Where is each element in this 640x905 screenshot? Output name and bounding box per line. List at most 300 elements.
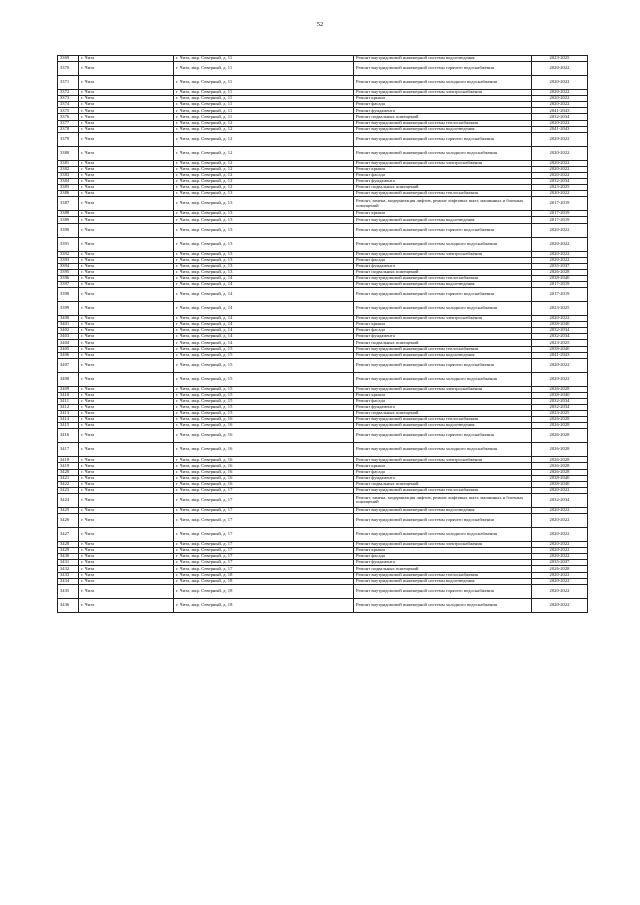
- work-type-cell: Ремонт фундамента: [354, 334, 532, 340]
- period-cell: 2020-2022: [532, 62, 588, 76]
- work-type-cell: Ремонт подвальных помещений: [354, 185, 532, 191]
- row-number-cell: 3376: [58, 114, 79, 120]
- address-cell: г. Чита, мкр. Северный, д. 15: [174, 392, 354, 398]
- period-cell: 2026-2028: [532, 423, 588, 429]
- work-type-cell: Ремонт внутридомовой инженерной системы электроснабжения: [354, 251, 532, 257]
- work-type-cell: Ремонт внутридомовой инженерной системы теплоснабжения: [354, 417, 532, 423]
- address-cell: г. Чита, мкр. Северный, д. 13: [174, 197, 354, 211]
- municipality-cell: г. Чита: [79, 578, 174, 584]
- period-cell: 2020-2022: [532, 358, 588, 372]
- row-number-cell: 3412: [58, 405, 79, 411]
- municipality-cell: г. Чита: [79, 132, 174, 146]
- period-cell: 2041-2043: [532, 126, 588, 132]
- work-type-cell: Ремонт фундамента: [354, 108, 532, 114]
- period-cell: 2020-2022: [532, 166, 588, 172]
- row-number-cell: 3370: [58, 62, 79, 76]
- address-cell: г. Чита, мкр. Северный, д. 13: [174, 237, 354, 251]
- work-type-cell: Ремонт внутридомовой инженерной системы холодного водоснабжения: [354, 302, 532, 316]
- period-cell: 2020-2022: [532, 132, 588, 146]
- table-row: [58, 302, 588, 316]
- work-type-cell: Ремонт внутридомовой инженерной системы горячего водоснабжения: [354, 358, 532, 372]
- address-cell: г. Чита, мкр. Северный, д. 16: [174, 481, 354, 487]
- table-row: [58, 223, 588, 237]
- work-type-cell: Ремонт внутридомовой инженерной системы холодного водоснабжения: [354, 146, 532, 160]
- municipality-cell: г. Чита: [79, 251, 174, 257]
- municipality-cell: г. Чита: [79, 554, 174, 560]
- municipality-cell: г. Чита: [79, 493, 174, 507]
- row-number-cell: 3400: [58, 316, 79, 322]
- work-type-cell: Ремонт внутридомовой инженерной системы электроснабжения: [354, 90, 532, 96]
- period-cell: 2020-2022: [532, 237, 588, 251]
- period-cell: 2020-2022: [532, 554, 588, 560]
- row-number-cell: 3436: [58, 598, 79, 612]
- period-cell: 2020-2022: [532, 160, 588, 166]
- address-cell: г. Чита, мкр. Северный, д. 13: [174, 251, 354, 257]
- row-number-cell: 3428: [58, 542, 79, 548]
- period-cell: 2020-2022: [532, 76, 588, 90]
- table-row: [58, 493, 588, 507]
- municipality-cell: г. Чита: [79, 76, 174, 90]
- period-cell: 2032-2034: [532, 328, 588, 334]
- row-number-cell: 3399: [58, 302, 79, 316]
- period-cell: 2032-2034: [532, 179, 588, 185]
- municipality-cell: г. Чита: [79, 160, 174, 166]
- municipality-cell: г. Чита: [79, 191, 174, 197]
- work-type-cell: Ремонт внутридомовой инженерной системы холодного водоснабжения: [354, 76, 532, 90]
- period-cell: 2041-2043: [532, 352, 588, 358]
- municipality-cell: г. Чита: [79, 126, 174, 132]
- work-type-cell: Ремонт внутридомовой инженерной системы холодного водоснабжения: [354, 598, 532, 612]
- work-type-cell: Ремонт фундамента: [354, 475, 532, 481]
- municipality-cell: г. Чита: [79, 411, 174, 417]
- address-cell: г. Чита, мкр. Северный, д. 12: [174, 120, 354, 126]
- address-cell: г. Чита, мкр. Северный, д. 11: [174, 96, 354, 102]
- row-number-cell: 3401: [58, 322, 79, 328]
- row-number-cell: 3395: [58, 269, 79, 275]
- work-type-cell: Ремонт внутридомовой инженерной системы холодного водоснабжения: [354, 443, 532, 457]
- address-cell: г. Чита, мкр. Северный, д. 14: [174, 302, 354, 316]
- work-type-cell: Ремонт внутридомовой инженерной системы горячего водоснабжения: [354, 584, 532, 598]
- period-cell: 2023-2025: [532, 302, 588, 316]
- row-number-cell: 3435: [58, 584, 79, 598]
- municipality-cell: г. Чита: [79, 217, 174, 223]
- period-cell: 2038-2040: [532, 275, 588, 281]
- row-number-cell: 3417: [58, 443, 79, 457]
- address-cell: г. Чита, мкр. Северный, д. 12: [174, 126, 354, 132]
- work-type-cell: Ремонт внутридомовой инженерной системы горячего водоснабжения: [354, 429, 532, 443]
- work-type-cell: Ремонт крыши: [354, 392, 532, 398]
- address-cell: г. Чита, мкр. Северный, д. 14: [174, 275, 354, 281]
- work-type-cell: Ремонт крыши: [354, 548, 532, 554]
- row-number-cell: 3419: [58, 463, 79, 469]
- address-cell: г. Чита, мкр. Северный, д. 15: [174, 352, 354, 358]
- table-row: [58, 197, 588, 211]
- municipality-cell: г. Чита: [79, 417, 174, 423]
- row-number-cell: 3383: [58, 172, 79, 178]
- work-type-cell: Ремонт внутридомовой инженерной системы горячего водоснабжения: [354, 62, 532, 76]
- row-number-cell: 3418: [58, 457, 79, 463]
- period-cell: 2032-2034: [532, 334, 588, 340]
- period-cell: 2020-2022: [532, 172, 588, 178]
- address-cell: г. Чита, мкр. Северный, д. 17: [174, 542, 354, 548]
- period-cell: 2038-2040: [532, 481, 588, 487]
- period-cell: 2020-2022: [532, 223, 588, 237]
- work-type-cell: Ремонт внутридомовой инженерной системы горячего водоснабжения: [354, 514, 532, 528]
- municipality-cell: г. Чита: [79, 120, 174, 126]
- municipality-cell: г. Чита: [79, 237, 174, 251]
- period-cell: 2020-2022: [532, 542, 588, 548]
- row-number-cell: 3431: [58, 560, 79, 566]
- work-type-cell: Ремонт внутридомовой инженерной системы теплоснабжения: [354, 346, 532, 352]
- work-type-cell: Ремонт внутридомовой инженерной системы водоотведения: [354, 352, 532, 358]
- address-cell: г. Чита, мкр. Северный, д. 15: [174, 358, 354, 372]
- row-number-cell: 3422: [58, 481, 79, 487]
- row-number-cell: 3423: [58, 487, 79, 493]
- table-row: [58, 358, 588, 372]
- municipality-cell: г. Чита: [79, 443, 174, 457]
- municipality-cell: г. Чита: [79, 263, 174, 269]
- row-number-cell: 3396: [58, 275, 79, 281]
- work-type-cell: Ремонт внутридомовой инженерной системы электроснабжения: [354, 542, 532, 548]
- row-number-cell: 3430: [58, 554, 79, 560]
- table-row: [58, 443, 588, 457]
- row-number-cell: 3406: [58, 352, 79, 358]
- municipality-cell: г. Чита: [79, 96, 174, 102]
- municipality-cell: г. Чита: [79, 463, 174, 469]
- address-cell: г. Чита, мкр. Северный, д. 12: [174, 160, 354, 166]
- municipality-cell: г. Чита: [79, 56, 174, 62]
- period-cell: 2035-2037: [532, 560, 588, 566]
- row-number-cell: 3386: [58, 191, 79, 197]
- address-cell: г. Чита, мкр. Северный, д. 13: [174, 191, 354, 197]
- municipality-cell: г. Чита: [79, 405, 174, 411]
- table-row: [58, 372, 588, 386]
- table-row: [58, 146, 588, 160]
- period-cell: 2020-2022: [532, 487, 588, 493]
- period-cell: 2020-2022: [532, 120, 588, 126]
- work-type-cell: Ремонт, замена, модернизация лифтов, ремонт лифтовых шахт, машинных и блочных помещений: [354, 493, 532, 507]
- address-cell: г. Чита, мкр. Северный, д. 14: [174, 316, 354, 322]
- municipality-cell: г. Чита: [79, 223, 174, 237]
- work-type-cell: Ремонт крыши: [354, 463, 532, 469]
- row-number-cell: 3382: [58, 166, 79, 172]
- table-row: [58, 598, 588, 612]
- period-cell: 2038-2040: [532, 392, 588, 398]
- row-number-cell: 3381: [58, 160, 79, 166]
- address-cell: г. Чита, мкр. Северный, д. 14: [174, 334, 354, 340]
- work-type-cell: Ремонт внутридомовой инженерной системы теплоснабжения: [354, 487, 532, 493]
- address-cell: г. Чита, мкр. Северный, д. 12: [174, 166, 354, 172]
- work-type-cell: Ремонт внутридомовой инженерной системы электроснабжения: [354, 160, 532, 166]
- row-number-cell: 3427: [58, 528, 79, 542]
- period-cell: 2020-2022: [532, 514, 588, 528]
- period-cell: 2023-2025: [532, 411, 588, 417]
- work-type-cell: Ремонт фасада: [354, 172, 532, 178]
- address-cell: г. Чита, мкр. Северный, д. 16: [174, 423, 354, 429]
- row-number-cell: 3392: [58, 251, 79, 257]
- municipality-cell: г. Чита: [79, 507, 174, 513]
- period-cell: 2020-2022: [532, 584, 588, 598]
- work-type-cell: Ремонт фундамента: [354, 405, 532, 411]
- work-type-cell: Ремонт внутридомовой инженерной системы электроснабжения: [354, 316, 532, 322]
- period-cell: 2023-2025: [532, 340, 588, 346]
- municipality-cell: г. Чита: [79, 542, 174, 548]
- period-cell: 2020-2022: [532, 548, 588, 554]
- period-cell: 2020-2022: [532, 191, 588, 197]
- row-number-cell: 3415: [58, 423, 79, 429]
- address-cell: г. Чита, мкр. Северный, д. 17: [174, 507, 354, 513]
- page-number: 52: [316, 21, 324, 28]
- row-number-cell: 3405: [58, 346, 79, 352]
- municipality-cell: г. Чита: [79, 392, 174, 398]
- address-cell: г. Чита, мкр. Северный, д. 18: [174, 578, 354, 584]
- work-type-cell: Ремонт внутридомовой инженерной системы электроснабжения: [354, 457, 532, 463]
- row-number-cell: 3385: [58, 185, 79, 191]
- work-type-cell: Ремонт крыши: [354, 96, 532, 102]
- address-cell: г. Чита, мкр. Северный, д. 14: [174, 340, 354, 346]
- period-cell: 2026-2028: [532, 463, 588, 469]
- address-cell: г. Чита, мкр. Северный, д. 15: [174, 346, 354, 352]
- row-number-cell: 3387: [58, 197, 79, 211]
- work-type-cell: Ремонт внутридомовой инженерной системы водоотведения: [354, 578, 532, 584]
- address-cell: г. Чита, мкр. Северный, д. 14: [174, 328, 354, 334]
- period-cell: 2020-2022: [532, 572, 588, 578]
- municipality-cell: г. Чита: [79, 316, 174, 322]
- row-number-cell: 3414: [58, 417, 79, 423]
- work-type-cell: Ремонт подвальных помещений: [354, 566, 532, 572]
- address-cell: г. Чита, мкр. Северный, д. 16: [174, 475, 354, 481]
- period-cell: 2023-2025: [532, 185, 588, 191]
- work-type-cell: Ремонт подвальных помещений: [354, 481, 532, 487]
- municipality-cell: г. Чита: [79, 62, 174, 76]
- address-cell: г. Чита, мкр. Северный, д. 13: [174, 223, 354, 237]
- municipality-cell: г. Чита: [79, 572, 174, 578]
- row-number-cell: 3433: [58, 572, 79, 578]
- municipality-cell: г. Чита: [79, 584, 174, 598]
- work-type-cell: Ремонт крыши: [354, 211, 532, 217]
- address-cell: г. Чита, мкр. Северный, д. 15: [174, 372, 354, 386]
- table-row: [58, 62, 588, 76]
- municipality-cell: г. Чита: [79, 372, 174, 386]
- municipality-cell: г. Чита: [79, 281, 174, 287]
- period-cell: 2020-2022: [532, 598, 588, 612]
- period-cell: 2041-2043: [532, 108, 588, 114]
- address-cell: г. Чита, мкр. Северный, д. 13: [174, 217, 354, 223]
- address-cell: г. Чита, мкр. Северный, д. 18: [174, 598, 354, 612]
- address-cell: г. Чита, мкр. Северный, д. 17: [174, 566, 354, 572]
- address-cell: г. Чита, мкр. Северный, д. 12: [174, 179, 354, 185]
- municipality-cell: г. Чита: [79, 566, 174, 572]
- municipality-cell: г. Чита: [79, 114, 174, 120]
- period-cell: 2020-2022: [532, 90, 588, 96]
- address-cell: г. Чита, мкр. Северный, д. 15: [174, 398, 354, 404]
- municipality-cell: г. Чита: [79, 340, 174, 346]
- row-number-cell: 3378: [58, 126, 79, 132]
- address-cell: г. Чита, мкр. Северный, д. 13: [174, 263, 354, 269]
- row-number-cell: 3424: [58, 493, 79, 507]
- work-type-cell: Ремонт фундамента: [354, 560, 532, 566]
- municipality-cell: г. Чита: [79, 146, 174, 160]
- row-number-cell: 3398: [58, 288, 79, 302]
- period-cell: 2020-2022: [532, 578, 588, 584]
- row-number-cell: 3369: [58, 56, 79, 62]
- municipality-cell: г. Чита: [79, 481, 174, 487]
- work-type-cell: Ремонт внутридомовой инженерной системы холодного водоснабжения: [354, 372, 532, 386]
- address-cell: г. Чита, мкр. Северный, д. 13: [174, 211, 354, 217]
- row-number-cell: 3403: [58, 334, 79, 340]
- table-row: [58, 76, 588, 90]
- work-type-cell: Ремонт внутридомовой инженерной системы горячего водоснабжения: [354, 223, 532, 237]
- period-cell: 2017-2019: [532, 211, 588, 217]
- address-cell: г. Чита, мкр. Северный, д. 16: [174, 457, 354, 463]
- municipality-cell: г. Чита: [79, 487, 174, 493]
- municipality-cell: г. Чита: [79, 352, 174, 358]
- address-cell: г. Чита, мкр. Северный, д. 16: [174, 443, 354, 457]
- municipality-cell: г. Чита: [79, 90, 174, 96]
- row-number-cell: 3391: [58, 237, 79, 251]
- address-cell: г. Чита, мкр. Северный, д. 17: [174, 493, 354, 507]
- period-cell: 2020-2022: [532, 102, 588, 108]
- period-cell: 2020-2022: [532, 96, 588, 102]
- work-type-cell: Ремонт подвальных помещений: [354, 340, 532, 346]
- address-cell: г. Чита, мкр. Северный, д. 15: [174, 411, 354, 417]
- municipality-cell: г. Чита: [79, 598, 174, 612]
- address-cell: г. Чита, мкр. Северный, д. 14: [174, 281, 354, 287]
- period-cell: 2020-2022: [532, 146, 588, 160]
- period-cell: 2020-2022: [532, 316, 588, 322]
- row-number-cell: 3425: [58, 507, 79, 513]
- work-type-cell: Ремонт внутридомовой инженерной системы горячего водоснабжения: [354, 288, 532, 302]
- work-type-cell: Ремонт фасада: [354, 469, 532, 475]
- work-type-cell: Ремонт внутридомовой инженерной системы водоотведения: [354, 126, 532, 132]
- row-number-cell: 3434: [58, 578, 79, 584]
- address-cell: г. Чита, мкр. Северный, д. 11: [174, 102, 354, 108]
- municipality-cell: г. Чита: [79, 269, 174, 275]
- address-cell: г. Чита, мкр. Северный, д. 11: [174, 114, 354, 120]
- table-body: [58, 56, 588, 613]
- period-cell: 2026-2028: [532, 429, 588, 443]
- row-number-cell: 3413: [58, 411, 79, 417]
- work-type-cell: Ремонт фундамента: [354, 179, 532, 185]
- period-cell: 2020-2022: [532, 507, 588, 513]
- municipality-cell: г. Чита: [79, 386, 174, 392]
- period-cell: 2026-2028: [532, 566, 588, 572]
- address-cell: г. Чита, мкр. Северный, д. 16: [174, 417, 354, 423]
- address-cell: г. Чита, мкр. Северный, д. 13: [174, 257, 354, 263]
- address-cell: г. Чита, мкр. Северный, д. 18: [174, 572, 354, 578]
- row-number-cell: 3426: [58, 514, 79, 528]
- municipality-cell: г. Чита: [79, 328, 174, 334]
- period-cell: 2032-2034: [532, 405, 588, 411]
- period-cell: 2032-2034: [532, 493, 588, 507]
- period-cell: 2020-2022: [532, 372, 588, 386]
- period-cell: 2017-2019: [532, 281, 588, 287]
- period-cell: 2038-2040: [532, 346, 588, 352]
- municipality-cell: г. Чита: [79, 469, 174, 475]
- work-type-cell: Ремонт фасада: [354, 398, 532, 404]
- row-number-cell: 3389: [58, 217, 79, 223]
- period-cell: 2032-2034: [532, 398, 588, 404]
- period-cell: 2026-2028: [532, 443, 588, 457]
- table-row: [58, 132, 588, 146]
- work-type-cell: Ремонт внутридомовой инженерной системы холодного водоснабжения: [354, 528, 532, 542]
- municipality-cell: г. Чита: [79, 102, 174, 108]
- municipality-cell: г. Чита: [79, 197, 174, 211]
- row-number-cell: 3390: [58, 223, 79, 237]
- work-type-cell: Ремонт фундамента: [354, 263, 532, 269]
- row-number-cell: 3402: [58, 328, 79, 334]
- municipality-cell: г. Чита: [79, 322, 174, 328]
- municipality-cell: г. Чита: [79, 334, 174, 340]
- period-cell: 2035-2037: [532, 263, 588, 269]
- municipality-cell: г. Чита: [79, 457, 174, 463]
- work-type-cell: Ремонт внутридомовой инженерной системы водоотведения: [354, 507, 532, 513]
- row-number-cell: 3388: [58, 211, 79, 217]
- row-number-cell: 3380: [58, 146, 79, 160]
- municipality-cell: г. Чита: [79, 528, 174, 542]
- address-cell: г. Чита, мкр. Северный, д. 17: [174, 528, 354, 542]
- work-type-cell: Ремонт фасада: [354, 328, 532, 334]
- row-number-cell: 3410: [58, 392, 79, 398]
- work-type-cell: Ремонт фасада: [354, 102, 532, 108]
- municipality-cell: г. Чита: [79, 514, 174, 528]
- row-number-cell: 3371: [58, 76, 79, 90]
- work-type-cell: Ремонт внутридомовой инженерной системы холодного водоснабжения: [354, 237, 532, 251]
- work-type-cell: Ремонт внутридомовой инженерной системы водоотведения: [354, 217, 532, 223]
- municipality-cell: г. Чита: [79, 166, 174, 172]
- row-number-cell: 3411: [58, 398, 79, 404]
- address-cell: г. Чита, мкр. Северный, д. 12: [174, 146, 354, 160]
- row-number-cell: 3416: [58, 429, 79, 443]
- address-cell: г. Чита, мкр. Северный, д. 13: [174, 269, 354, 275]
- row-number-cell: 3372: [58, 90, 79, 96]
- row-number-cell: 3409: [58, 386, 79, 392]
- work-type-cell: Ремонт внутридомовой инженерной системы электроснабжения: [354, 386, 532, 392]
- work-type-cell: Ремонт фасада: [354, 257, 532, 263]
- work-type-cell: Ремонт крыши: [354, 322, 532, 328]
- work-type-cell: Ремонт подвальных помещений: [354, 114, 532, 120]
- work-type-cell: Ремонт подвальных помещений: [354, 269, 532, 275]
- address-cell: г. Чита, мкр. Северный, д. 14: [174, 288, 354, 302]
- address-cell: г. Чита, мкр. Северный, д. 17: [174, 560, 354, 566]
- row-number-cell: 3384: [58, 179, 79, 185]
- address-cell: г. Чита, мкр. Северный, д. 11: [174, 90, 354, 96]
- address-cell: г. Чита, мкр. Северный, д. 14: [174, 322, 354, 328]
- municipality-cell: г. Чита: [79, 275, 174, 281]
- row-number-cell: 3408: [58, 372, 79, 386]
- row-number-cell: 3394: [58, 263, 79, 269]
- address-cell: г. Чита, мкр. Северный, д. 12: [174, 132, 354, 146]
- address-cell: г. Чита, мкр. Северный, д. 11: [174, 56, 354, 62]
- row-number-cell: 3393: [58, 257, 79, 263]
- work-type-cell: Ремонт внутридомовой инженерной системы теплоснабжения: [354, 191, 532, 197]
- address-cell: г. Чита, мкр. Северный, д. 11: [174, 108, 354, 114]
- period-cell: 2017-2019: [532, 288, 588, 302]
- row-number-cell: 3377: [58, 120, 79, 126]
- period-cell: 2023-2025: [532, 56, 588, 62]
- table-row: [58, 584, 588, 598]
- period-cell: 2017-2019: [532, 217, 588, 223]
- municipality-cell: г. Чита: [79, 211, 174, 217]
- address-cell: г. Чита, мкр. Северный, д. 16: [174, 469, 354, 475]
- table-row: [58, 528, 588, 542]
- address-cell: г. Чита, мкр. Северный, д. 16: [174, 429, 354, 443]
- row-number-cell: 3374: [58, 102, 79, 108]
- table-row: [58, 514, 588, 528]
- work-type-cell: Ремонт внутридомовой инженерной системы водоотведения: [354, 423, 532, 429]
- municipality-cell: г. Чита: [79, 475, 174, 481]
- address-cell: г. Чита, мкр. Северный, д. 11: [174, 76, 354, 90]
